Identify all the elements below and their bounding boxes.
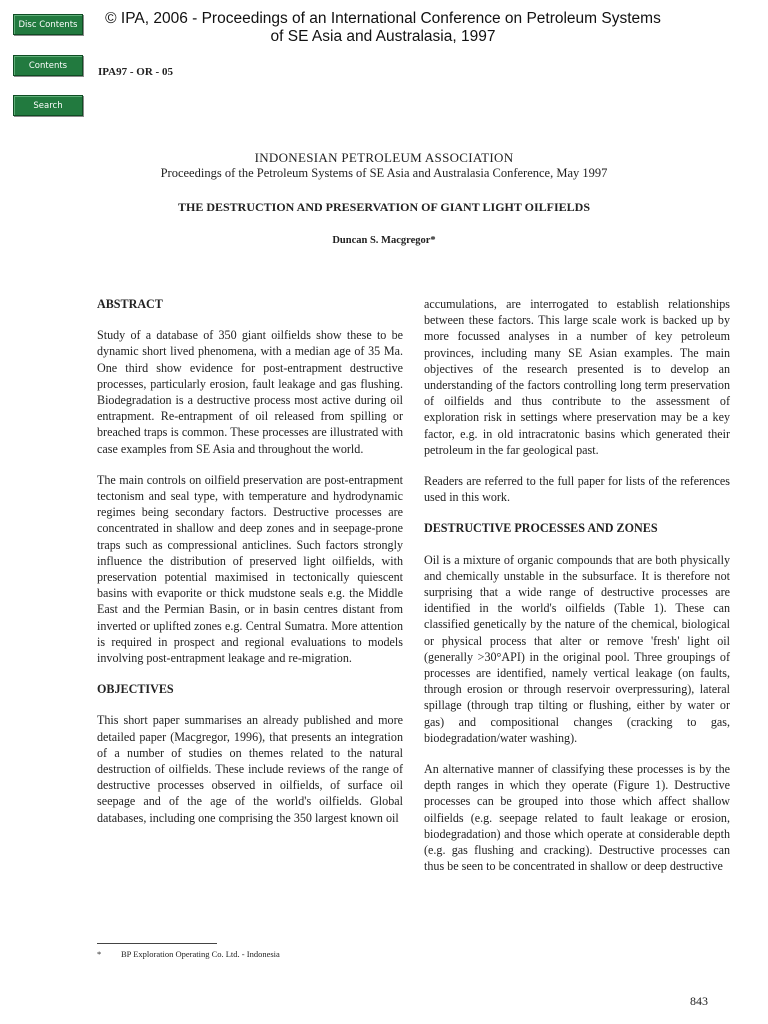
- abstract-heading: ABSTRACT: [97, 297, 163, 311]
- proceedings-line: Proceedings of the Petroleum Systems of SE Asia and Australasia Conference, May 1997: [160, 166, 608, 180]
- contents-button[interactable]: Contents: [13, 55, 83, 76]
- abstract-paragraph: The main controls on oilfield preservation are post-entrapment tectonism and seal type, with temperature and hydrodynamic regimes being secondary factors. Destructive processes are concentrated in shallow and deep zones and in seepage-prone traps such as compressional anticlines. Such factors strongly influence the distribution of preserved light oilfields, with preservation potential maximised in tectonically quiescent basins with evaporite or thick mudstone seals e.g. the Middle East and the Permian Basin, or in basin centres distant from inverted or uplifted zones e.g. Central Sumatra. More attention is required in prospect and regional evaluations to models involving post-entrapment leakage and re-migration.: [97, 472, 403, 666]
- objectives-paragraph: This short paper summarises an already published and more detailed paper (Macgregor, 1996), that presents an integration of a number of studies on themes related to the natural destruction of oilfields. These include reviews of the range of destructive processes observed in oilfields, of surface oil seepage and of the age of the world's oilfields. Global databases, including one comprising the 350 largest known oil: [97, 713, 403, 825]
- paper-id: IPA97 - OR - 05: [98, 66, 173, 78]
- search-button[interactable]: Search: [13, 95, 83, 116]
- abstract-paragraph: Study of a database of 350 giant oilfields show these to be dynamic short lived phenomena, with a median age of 35 Ma. One third show evidence for post-entrapment destructive processes, particularly erosion, fault leakage and gas flushing. Biodegradation is a destructive process most active during oil entrapment. Re-entrapment of oil released from spilling or breached traps is common. These processes are illustrated with case examples from SE Asia and throughout the world.: [97, 328, 403, 456]
- body-paragraph: Readers are referred to the full paper for lists of the references used in this work.: [424, 474, 730, 505]
- footnote-text: BP Exploration Operating Co. Ltd. - Indonesia: [121, 949, 280, 959]
- paper-title: THE DESTRUCTION AND PRESERVATION OF GIANT LIGHT OILFIELDS: [177, 200, 590, 214]
- disc-contents-button[interactable]: Disc Contents: [13, 14, 83, 35]
- left-column: [97, 296, 403, 841]
- page-number: 843: [690, 994, 708, 1008]
- paper-author: Duncan S. Macgregor*: [332, 235, 436, 246]
- body-paragraph: accumulations, are interrogated to establish relationships between these factors. This large scale work is backed up by more focussed analyses in a number of key petroleum provinces, including many SE Asian examples. The main objectives of the research presented is to develop an understanding of the factors controlling long term preservation of oilfields and thus contribute to the assessment of exploration risk in settings where preservation may be a key factor, e.g. in old intracratonic basins which generated their petroleum in the far geological past.: [424, 297, 730, 457]
- association-name: INDONESIAN PETROLEUM ASSOCIATION: [254, 150, 514, 165]
- footnote: [97, 949, 280, 959]
- footnote-divider: [97, 943, 217, 944]
- right-column: [424, 296, 730, 890]
- copyright-header: © IPA, 2006 - Proceedings of an International Conference on Petroleum Systems of SE Asia and Australasia, 1997: [105, 10, 661, 45]
- body-paragraph: Oil is a mixture of organic compounds that are both physically and chemically unstable in the subsurface. It is therefore not surprising that a wide range of destructive processes are identified in the world's oilfields (Table 1). These can classified genetically by the nature of the chemical, biological or physical process that alter or remove 'fresh' light oil (generally >30°API) in the original pool. Three groupings of processes are identified, namely vertical leakage (on faults, through erosion or through reservoir overpressuring), lateral spillage (through trap tilting or flushing, either by water or gas) and compositional changes (cracking to gas, biodegradation/water washing).: [424, 552, 730, 745]
- destructive-processes-heading: DESTRUCTIVE PROCESSES AND ZONES: [424, 521, 658, 536]
- objectives-heading: OBJECTIVES: [97, 682, 174, 697]
- footnote-marker: *: [97, 949, 102, 959]
- body-paragraph: An alternative manner of classifying these processes is by the depth ranges in which they operate (Figure 1). Destructive processes can be grouped into those which affect shallow oilfields (e.g. seepage related to fault leakage or erosion, biodegradation) and those which operate at considerable depth (e.g. gas flushing and cracking). Destructive processes can thus be seen to be concentrated in shallow or deep destructive: [424, 762, 730, 874]
